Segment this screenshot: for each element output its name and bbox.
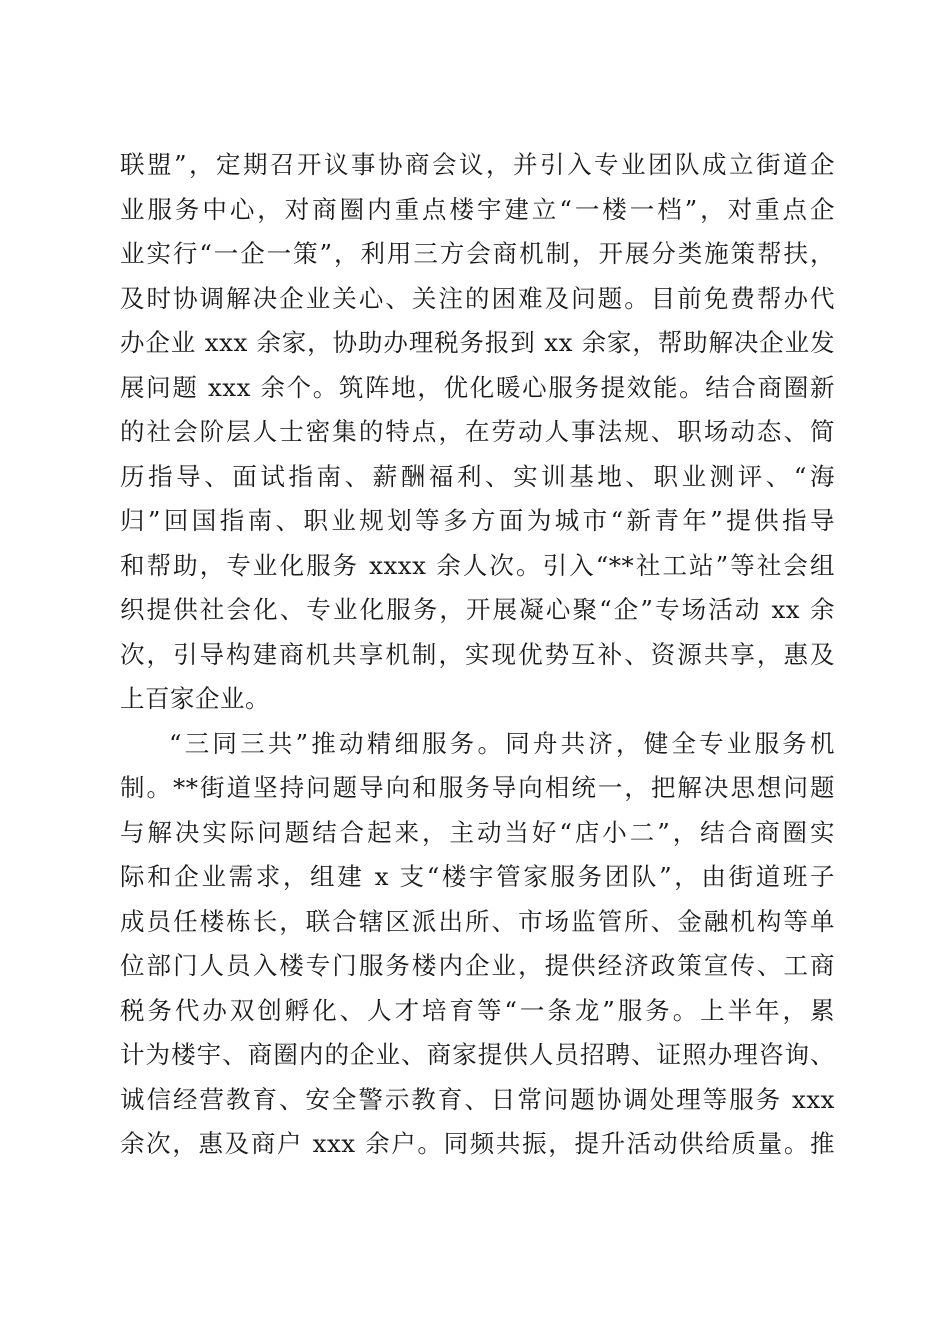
text-line: 联盟”，定期召开议事协商会议，并引入专业团队成立街道企: [120, 150, 835, 179]
text-line: 业实行“一企一策”，利用三方会商机制，开展分类施策帮扶，: [120, 239, 835, 268]
text-line: “三同三共”推动精细服务。同舟共济，健全专业服务机: [169, 728, 835, 758]
text-line: 上百家企业。: [120, 684, 270, 713]
paragraph-2: [120, 722, 835, 1167]
text-line: 成员任楼栋长，联合辖区派出所、市场监管所、金融机构等单: [120, 906, 835, 936]
text-line: 与解决实际问题结合起来，主动当好“店小二”，结合商圈实: [120, 817, 835, 847]
text-line: 织提供社会化、专业化服务，开展凝心聚“企”专场活动 xx 余: [120, 595, 835, 624]
text-line: 余次，惠及商户 xxx 余户。同频共振，提升活动供给质量。推: [120, 1129, 835, 1158]
text-line: 历指导、面试指南、薪酬福利、实训基地、职业测评、“海: [120, 461, 835, 491]
text-line: 业服务中心，对商圈内重点楼宇建立“一楼一档”，对重点企: [120, 194, 835, 224]
paragraph-1: [120, 143, 835, 722]
text-line: 的社会阶层人士密集的特点，在劳动人事法规、职场动态、简: [120, 417, 835, 446]
text-line: 办企业 xxx 余家，协助办理税务报到 xx 余家，帮助解决企业发: [120, 328, 835, 357]
text-line: 次，引导构建商机共享机制，实现优势互补、资源共享，惠及: [120, 639, 835, 669]
body-text: [120, 143, 835, 1167]
text-line: 计为楼宇、商圈内的企业、商家提供人员招聘、证照办理咨询、: [120, 1040, 835, 1069]
text-line: 际和企业需求，组建 x 支“楼宇管家服务团队”，由街道班子: [120, 862, 835, 891]
text-line: 和帮助，专业化服务 xxxx 余人次。引入“**社工站”等社会组: [120, 550, 835, 580]
text-line: 位部门人员入楼专门服务楼内企业，提供经济政策宣传、工商: [120, 951, 835, 980]
text-line: 展问题 xxx 余个。筑阵地，优化暖心服务提效能。结合商圈新: [120, 372, 835, 402]
text-line: 及时协调解决企业关心、关注的困难及问题。目前免费帮办代: [120, 283, 835, 313]
text-line: 税务代办双创孵化、人才培育等“一条龙”服务。上半年，累: [120, 995, 835, 1025]
text-line: 归”回国指南、职业规划等多方面为城市“新青年”提供指导: [120, 506, 835, 535]
text-line: 诚信经营教育、安全警示教育、日常问题协调处理等服务 xxx: [120, 1084, 835, 1114]
text-line: 制。**街道坚持问题导向和服务导向相统一，把解决思想问题: [120, 773, 835, 802]
